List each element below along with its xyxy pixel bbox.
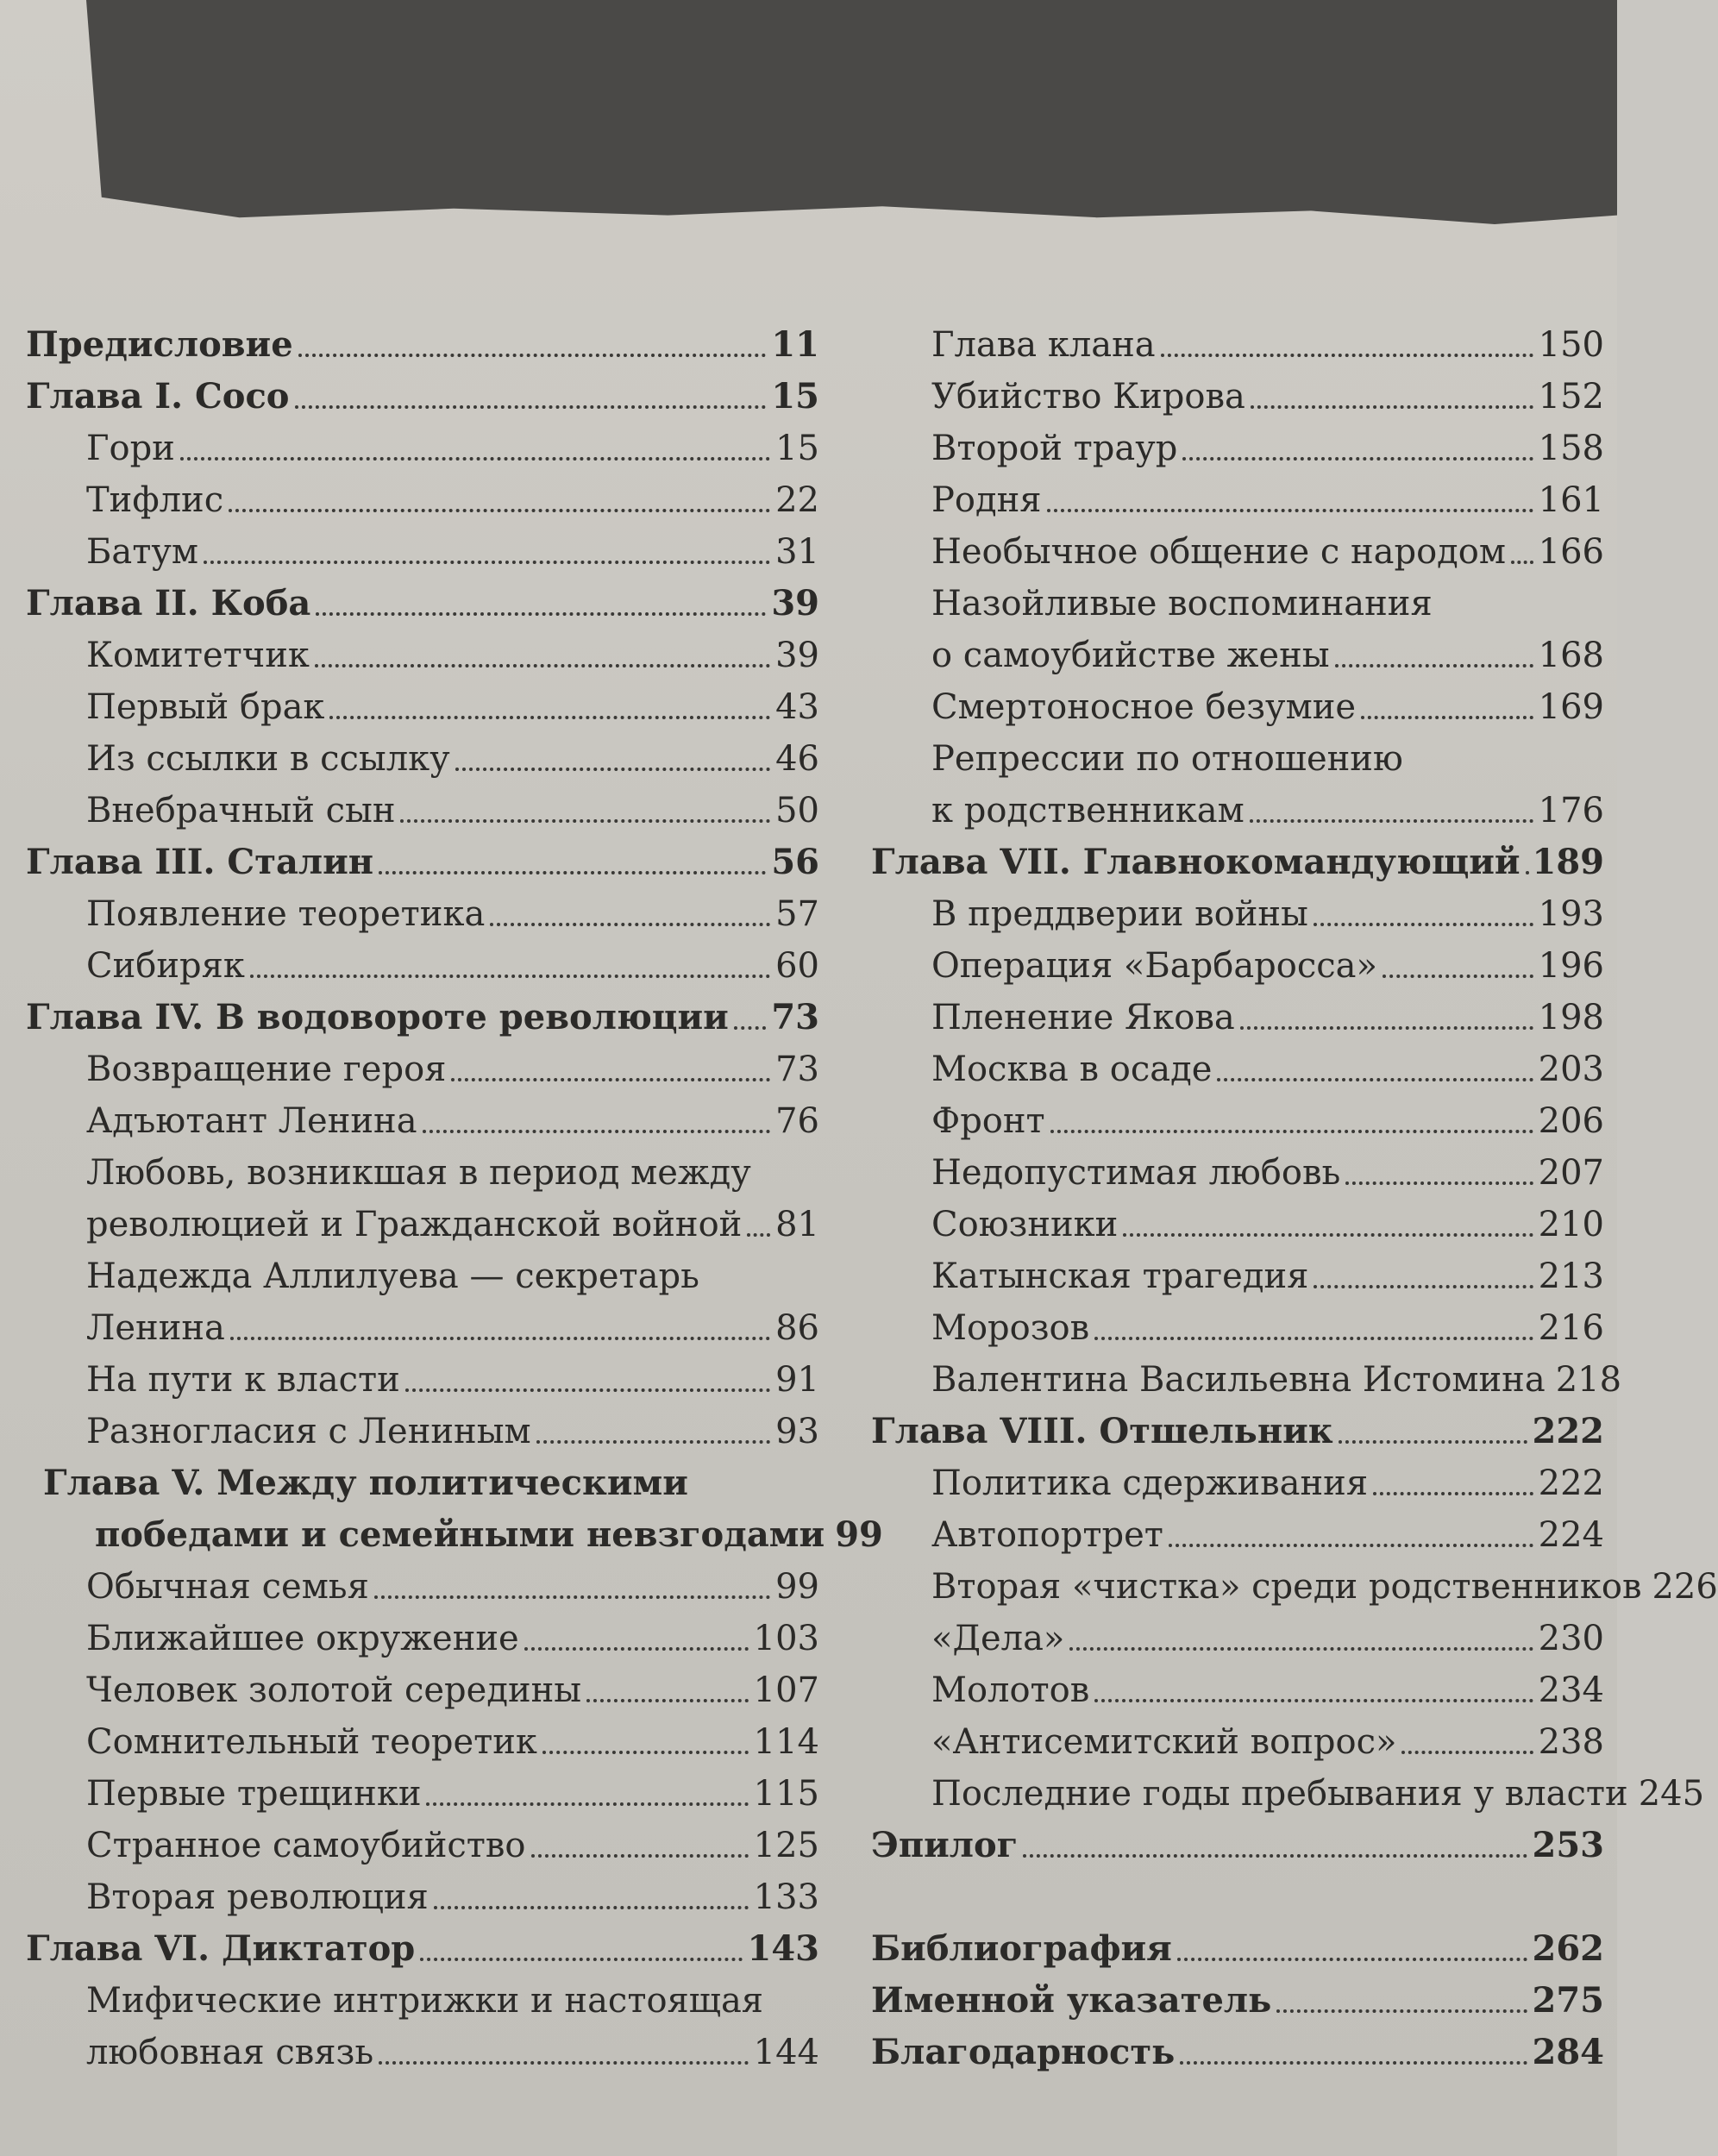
toc-page-number: 50 (775, 791, 819, 830)
dot-leader (295, 404, 767, 409)
toc-section (26, 940, 819, 992)
toc-title: «Дела» (931, 1619, 1065, 1658)
toc-page-number: 222 (1538, 1463, 1604, 1503)
dot-leader (451, 1077, 770, 1081)
header-banner (86, 0, 1617, 224)
toc-chapter (26, 837, 819, 888)
toc-page-number: 230 (1538, 1619, 1604, 1658)
dot-leader (1361, 715, 1533, 719)
dot-leader (1314, 922, 1533, 926)
toc-title: «Антисемитский вопрос» (931, 1722, 1397, 1762)
dot-leader (379, 870, 766, 874)
dot-leader (734, 1025, 767, 1030)
toc-title: Глава VII. Главнокомандующий (871, 842, 1520, 882)
toc-page-number: 189 (1532, 842, 1604, 882)
toc-title: Морозов (931, 1308, 1090, 1348)
toc-title: о самоубийстве жены (931, 636, 1330, 675)
toc-page-number: 39 (775, 636, 819, 675)
toc-section (871, 1095, 1604, 1147)
toc-title: к родственникам (931, 791, 1245, 830)
toc-section (871, 1044, 1604, 1095)
toc-page-number: 198 (1538, 998, 1604, 1037)
toc-page-number: 81 (775, 1205, 819, 1244)
dot-leader (542, 1750, 749, 1754)
toc-page-number: 275 (1532, 1980, 1604, 2021)
toc-page-number: 176 (1538, 791, 1604, 830)
toc-page-number: 234 (1538, 1670, 1604, 1710)
toc-page-number: 60 (775, 946, 819, 986)
dot-leader (1383, 974, 1533, 978)
toc-page-number: 262 (1532, 1928, 1604, 1969)
dot-leader (1161, 353, 1533, 357)
toc-section (871, 1147, 1604, 1199)
toc-title: Операция «Барбаросса» (931, 946, 1377, 986)
toc-page-number: 224 (1538, 1515, 1604, 1555)
toc-title: Политика сдерживания (931, 1463, 1369, 1503)
dot-leader (298, 353, 767, 357)
dot-leader (1240, 1025, 1533, 1030)
toc-title: Эпилог (871, 1825, 1019, 1865)
dot-leader (1094, 1698, 1533, 1702)
dot-leader (1023, 1853, 1527, 1858)
toc-page-number: 203 (1538, 1050, 1604, 1089)
dot-leader (524, 1646, 749, 1651)
toc-title: В преддверии войны (931, 894, 1308, 934)
toc-page-number: 73 (771, 997, 819, 1037)
toc-entry-line1: Мифические интрижки и настоящая (86, 1981, 764, 2021)
dot-leader (329, 715, 770, 719)
toc-gap (871, 1871, 1604, 1923)
toc-page-number: 15 (775, 429, 819, 468)
toc-title: Комитетчик (86, 636, 310, 675)
toc-section (871, 1199, 1604, 1250)
dot-leader (1345, 1181, 1533, 1185)
toc-title: революцией и Гражданской войной (86, 1205, 743, 1244)
toc-section (26, 785, 819, 837)
toc-page-number: 150 (1538, 325, 1604, 365)
toc-page-number: 57 (775, 894, 819, 934)
dot-leader (1511, 560, 1533, 564)
toc-title: Внебрачный сын (86, 791, 396, 830)
toc-page-number: 15 (771, 376, 819, 417)
dot-leader (531, 1853, 749, 1858)
toc-page-number: 114 (753, 1722, 819, 1762)
toc-title: Союзники (931, 1205, 1119, 1244)
toc-page-number: 222 (1532, 1411, 1604, 1451)
toc-section (26, 1406, 819, 1457)
toc-title: Предисловие (26, 324, 293, 365)
toc-section (26, 1820, 819, 1871)
toc-title: Первый брак (86, 687, 325, 727)
toc-page-number: 11 (771, 324, 819, 365)
toc-section (871, 785, 1604, 837)
toc-section (871, 371, 1604, 423)
toc-section (871, 888, 1604, 940)
dot-leader (405, 1388, 770, 1392)
dot-leader (490, 922, 770, 926)
toc-page-number: 99 (835, 1514, 883, 1555)
toc-title: Адъютант Ленина (86, 1101, 417, 1141)
toc-section (26, 423, 819, 474)
toc-section (871, 1768, 1705, 1820)
toc-title: Сомнительный теоретик (86, 1722, 537, 1762)
toc-section (26, 1664, 819, 1716)
toc-page-number: 284 (1532, 2032, 1604, 2072)
toc-section (26, 2027, 819, 2078)
toc-page-number: 115 (753, 1774, 819, 1814)
toc-section (26, 1716, 819, 1768)
toc-chapter (871, 1975, 1604, 2027)
toc-section (871, 1716, 1604, 1768)
toc-title: Москва в осаде (931, 1050, 1213, 1089)
toc-title: Недопустимая любовь (931, 1153, 1341, 1193)
toc-page-number: 152 (1538, 377, 1604, 417)
toc-title: Человек золотой середины (86, 1670, 582, 1710)
dot-leader (434, 1905, 749, 1909)
dot-leader (374, 1595, 770, 1599)
toc-chapter (871, 1406, 1604, 1457)
toc-section (26, 526, 819, 578)
toc-title: Появление теоретика (86, 894, 486, 934)
toc-title: Молотов (931, 1670, 1090, 1710)
toc-section (26, 474, 819, 526)
dot-leader (586, 1698, 749, 1702)
toc-section (26, 1871, 819, 1923)
toc-page-number: 161 (1538, 480, 1604, 520)
toc-page-number: 238 (1538, 1722, 1604, 1762)
toc-title: любовная связь (86, 2033, 374, 2072)
toc-chapter (871, 2027, 1604, 2078)
toc-page-number: 253 (1532, 1825, 1604, 1865)
toc-title: Последние годы пребывания у власти (931, 1774, 1628, 1814)
toc-section (26, 733, 819, 785)
dot-leader (316, 611, 766, 616)
toc-title: Пленение Якова (931, 998, 1235, 1037)
dot-leader (1217, 1077, 1533, 1081)
toc-page-number: 196 (1538, 946, 1604, 986)
toc-title: Гори (86, 429, 175, 468)
toc-chapter (26, 1923, 819, 1975)
toc-page-number: 43 (775, 687, 819, 727)
dot-leader (1335, 663, 1533, 667)
toc-title: Именной указатель (871, 1980, 1272, 2021)
toc-section (26, 1302, 819, 1354)
dot-leader (536, 1439, 770, 1444)
toc-section (871, 319, 1604, 371)
dot-leader (180, 456, 770, 461)
dot-leader (229, 508, 770, 512)
toc-title: Смертоносное безумие (931, 687, 1357, 727)
toc-section (26, 1354, 819, 1406)
toc-title: На пути к власти (86, 1360, 400, 1400)
toc-section (871, 1457, 1604, 1509)
toc-title: Катынская трагедия (931, 1257, 1309, 1296)
toc-section (26, 630, 819, 681)
dot-leader (1123, 1232, 1533, 1237)
dot-leader (420, 1957, 742, 1961)
toc-entry-line1: Репрессии по отношению (931, 739, 1403, 779)
dot-leader (1373, 1491, 1533, 1495)
dot-leader (250, 974, 770, 978)
dot-leader (423, 1129, 771, 1133)
toc-section (26, 1044, 819, 1095)
toc-page-number: 213 (1538, 1257, 1604, 1296)
toc-page-number: 143 (747, 1928, 819, 1969)
toc-entry-line1: Надежда Аллилуева — секретарь (86, 1257, 699, 1296)
toc-section (871, 1250, 1604, 1302)
dot-leader (1251, 404, 1533, 409)
toc-section (871, 940, 1604, 992)
toc-page-number: 193 (1538, 894, 1604, 934)
toc-page-number: 245 (1638, 1774, 1705, 1814)
toc-chapter (871, 837, 1604, 888)
dot-leader (1180, 2060, 1527, 2065)
dot-leader (1339, 1439, 1527, 1444)
toc-page-number: 226 (1652, 1567, 1718, 1607)
toc-section (26, 1561, 819, 1613)
dot-leader (1169, 1543, 1533, 1547)
dot-leader (426, 1802, 748, 1806)
toc-page-number: 86 (775, 1308, 819, 1348)
toc-title: Родня (931, 480, 1042, 520)
toc-section (871, 474, 1604, 526)
toc-title: Тифлис (86, 480, 224, 520)
dot-leader (1047, 508, 1533, 512)
toc-section (26, 1613, 819, 1664)
toc-title: Автопортрет (931, 1515, 1163, 1555)
toc-title: Глава II. Коба (26, 583, 311, 624)
toc-title: Обычная семья (86, 1567, 369, 1607)
toc-chapter (871, 1820, 1604, 1871)
toc-left-column (26, 319, 883, 2078)
toc-title: Ближайшее окружение (86, 1619, 519, 1658)
toc-page-number: 158 (1538, 429, 1604, 468)
toc-page-number: 99 (775, 1567, 819, 1607)
toc-section (871, 1613, 1604, 1664)
toc-title: Глава III. Сталин (26, 842, 374, 882)
toc-page-number: 210 (1538, 1205, 1604, 1244)
toc-page-number: 91 (775, 1360, 819, 1400)
toc-chapter (871, 1923, 1604, 1975)
toc-section (871, 1302, 1604, 1354)
toc-title: Из ссылки в ссылку (86, 739, 450, 779)
toc-page-number: 218 (1555, 1360, 1622, 1400)
toc-section (871, 992, 1604, 1044)
toc-page-number: 133 (753, 1877, 819, 1917)
toc-title: Вторая «чистка» среди родственников (931, 1567, 1642, 1607)
dot-leader (455, 767, 770, 771)
toc-title: Возвращение героя (86, 1050, 447, 1089)
toc-section (871, 630, 1604, 681)
toc-title: Благодарность (871, 2032, 1176, 2072)
toc-right-column (871, 319, 1718, 2078)
toc-section (871, 526, 1604, 578)
toc-title: Первые трещинки (86, 1774, 422, 1814)
toc-page-number: 56 (771, 842, 819, 882)
toc-title: Глава VI. Диктатор (26, 1928, 416, 1969)
toc-title: Глава VIII. Отшельник (871, 1411, 1333, 1451)
toc-page-number: 144 (753, 2033, 819, 2072)
dot-leader (747, 1232, 770, 1237)
toc-chapter (26, 319, 819, 371)
dot-leader (1094, 1336, 1533, 1340)
toc-entry-line1: Любовь, возникшая в период между (86, 1153, 751, 1193)
toc-title: Библиография (871, 1928, 1172, 1969)
toc-page-number: 93 (775, 1412, 819, 1451)
dot-leader (1177, 1957, 1527, 1961)
toc-section (871, 1561, 1718, 1613)
dot-leader (1069, 1646, 1533, 1651)
toc-page-number: 125 (753, 1826, 819, 1865)
toc-section (871, 423, 1604, 474)
toc-title: Глава клана (931, 325, 1156, 365)
toc-title: Необычное общение с народом (931, 532, 1506, 572)
toc-section (871, 1354, 1622, 1406)
toc-title: Глава I. Сосо (26, 376, 290, 417)
toc-page-number: 39 (771, 583, 819, 624)
toc-title: Фронт (931, 1101, 1045, 1141)
toc-section (26, 1768, 819, 1820)
dot-leader (400, 818, 770, 823)
dot-leader (1401, 1750, 1533, 1754)
toc-page-number: 103 (753, 1619, 819, 1658)
toc-page-number: 107 (753, 1670, 819, 1710)
toc-title: Валентина Васильевна Истомина (931, 1360, 1546, 1400)
dot-leader (1182, 456, 1533, 461)
toc-entry-line1: Назойливые воспоминания (931, 584, 1433, 624)
toc-title: Убийство Кирова (931, 377, 1245, 417)
toc-page-number: 207 (1538, 1153, 1604, 1193)
toc-title: победами и семейными невзгодами (95, 1514, 825, 1555)
toc-entry-line1: Глава V. Между политическими (43, 1463, 688, 1503)
toc-title: Сибиряк (86, 946, 245, 986)
toc-page-number: 169 (1538, 687, 1604, 727)
toc-section (26, 1199, 819, 1250)
toc-title: Вторая революция (86, 1877, 429, 1917)
toc-section (26, 1095, 819, 1147)
dot-leader (1050, 1129, 1533, 1133)
toc-chapter (26, 992, 819, 1044)
dot-leader (379, 2060, 749, 2065)
dot-leader (1526, 870, 1527, 874)
toc-title: Второй траур (931, 429, 1178, 468)
dot-leader (1276, 2009, 1527, 2013)
toc-section (871, 1509, 1604, 1561)
toc-section (871, 681, 1604, 733)
toc-chapter (26, 578, 819, 630)
toc-page-number: 22 (775, 480, 819, 520)
dot-leader (315, 663, 770, 667)
toc-section (26, 888, 819, 940)
toc-page-number: 216 (1538, 1308, 1604, 1348)
toc-page-number: 46 (775, 739, 819, 779)
toc-title: Глава IV. В водовороте революции (26, 997, 729, 1037)
toc-page-number: 76 (775, 1101, 819, 1141)
dot-leader (204, 560, 770, 564)
toc-section (871, 1664, 1604, 1716)
toc-page-number: 206 (1538, 1101, 1604, 1141)
toc-page-number: 31 (775, 532, 819, 572)
dot-leader (1314, 1284, 1533, 1288)
toc-title: Ленина (86, 1308, 225, 1348)
toc-section (26, 681, 819, 733)
toc-title: Разногласия с Лениным (86, 1412, 531, 1451)
toc-title: Батум (86, 532, 199, 572)
dot-leader (1250, 818, 1533, 823)
toc-title: Странное самоубийство (86, 1826, 526, 1865)
toc-chapter (26, 1509, 883, 1561)
toc-chapter (26, 371, 819, 423)
toc-page-number: 168 (1538, 636, 1604, 675)
toc-page-number: 73 (775, 1050, 819, 1089)
toc-page-number: 166 (1538, 532, 1604, 572)
dot-leader (230, 1336, 770, 1340)
